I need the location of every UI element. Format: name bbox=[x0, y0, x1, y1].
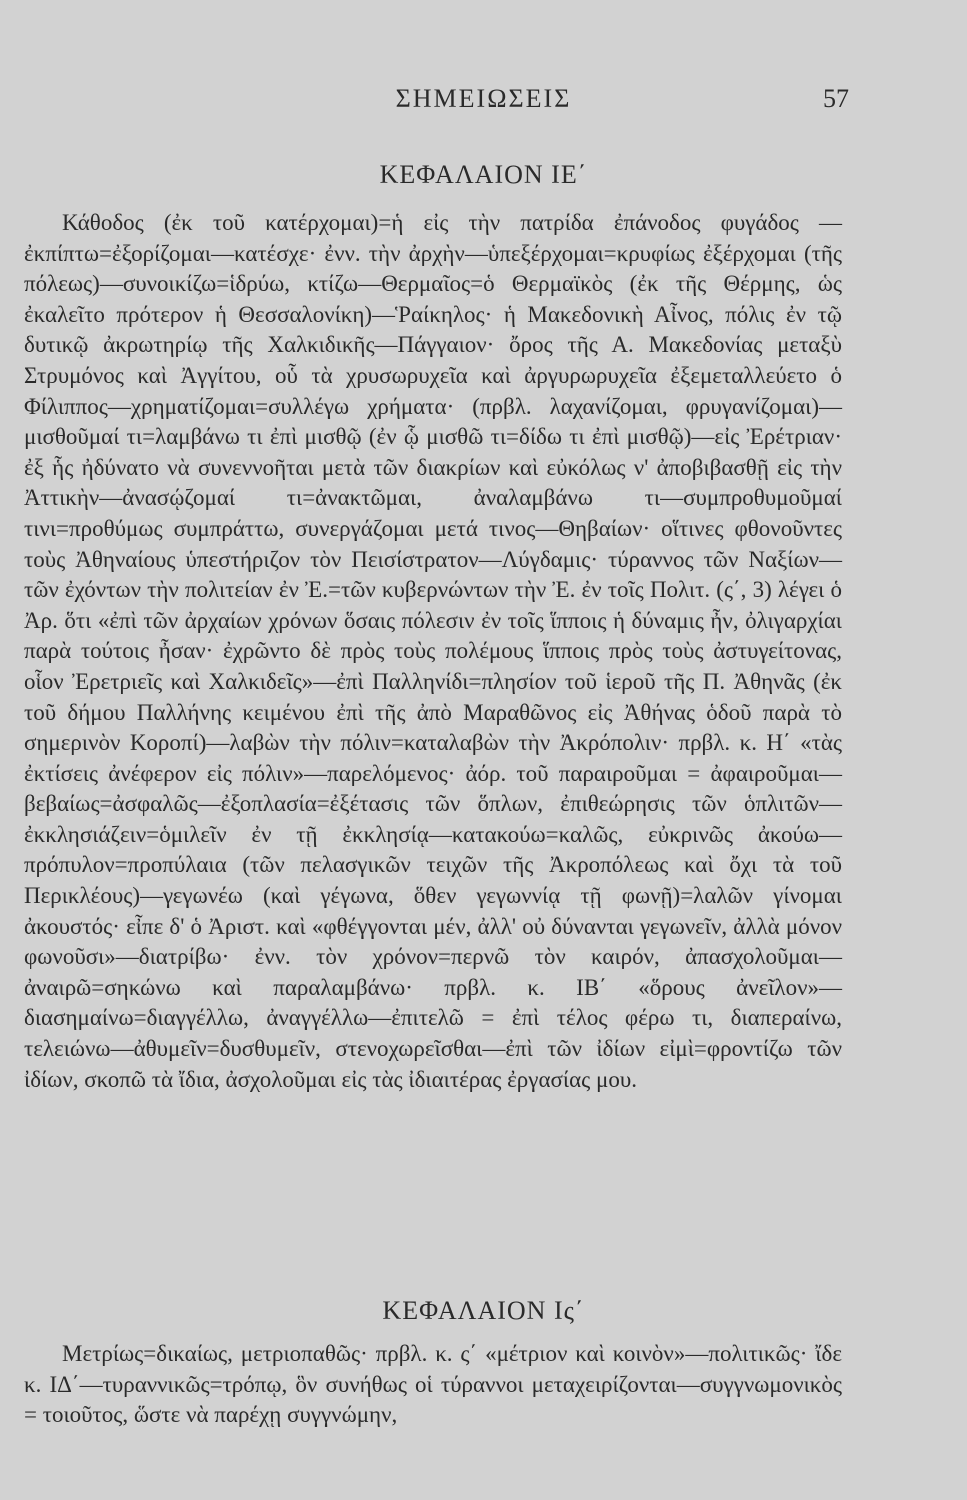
page-number: 57 bbox=[823, 84, 849, 113]
chapter-16-heading: ΚΕΦΑΛΑΙΟΝ Ις΄ bbox=[382, 1296, 585, 1325]
chapter-16-notes: Μετρίως=δικαίως, μετριοπαθῶς· πρβλ. κ. ς΄ «μέτριον καὶ κοινὸν»—πολιτικῶς· ἴδε κ. ΙΔ΄—τυραννικῶς=τρόπῳ, ὃν συνήθως οἱ τύραννοι μεταχειρίζονται—συγγνωμονικὸς = τοιοῦτος, ὥστε νὰ παρέχῃ συγγνώμην, bbox=[24, 1341, 842, 1428]
page-header bbox=[0, 84, 967, 116]
chapter-15-notes: Κάθοδος (ἐκ τοῦ κατέρχομαι)=ἡ εἰς τὴν πατρίδα ἐπάνοδος φυγάδος —ἐκπίπτω=ἐξορίζομαι—κατέσχε· ἐνν. τὴν ἀρχὴν—ὑπεξέρχομαι=κρυφίως ἐξέρχομαι (τῆς πόλεως)—συνοικίζω=ἱδρύω, κτίζω—Θερμαῖος=ὁ Θερμαϊκὸς (ἐκ τῆς Θέρμης, ὡς ἐκαλεῖτο πρότερον ἡ Θεσσαλονίκη)—Ῥαίκηλος· ἡ Μακεδονικὴ Αἶνος, πόλις ἐν τῷ δυτικῷ ἀκρωτηρίῳ τῆς Χαλκιδικῆς—Πάγγαιον· ὄρος τῆς Α. Μακεδονίας μεταξὺ Στρυμόνος καὶ Ἀγγίτου, οὗ τὰ χρυσωρυχεῖα καὶ ἀργυρωρυχεῖα ἐξεμεταλλεύετο ὁ Φίλιππος—χρηματίζομαι=συλλέγω χρήματα· (πρβλ. λαχανίζομαι, φρυγανίζομαι)—μισθοῦμαί τι=λαμβάνω τι ἐπὶ μισθῷ (ἐν ᾧ μισθῶ τι=δίδω τι ἐπὶ μισθῷ)—εἰς Ἐρέτριαν· ἐξ ἧς ἠδύνατο νὰ συνεννοῆται μετὰ τῶν διακρίων καὶ εὐκόλως ν' ἀποβιβασθῇ εἰς τὴν Ἀττικὴν—ἀνασῴζομαί τι=ἀνακτῶμαι, ἀναλαμβάνω τι—συμπροθυμοῦμαί τινι=προθύμως συμπράττω, συνεργάζομαι μετά τινος—Θηβαίων· οἵτινες φθονοῦντες τοὺς Ἀθηναίους ὑπεστήριζον τὸν Πεισίστρατον—Λύγδαμις· τύραννος τῶν Ναξίων—τῶν ἐχόντων τὴν πολιτείαν ἐν Ἐ.=τῶν κυβερνώντων τὴν Ἐ. ἐν τοῖς Πολιτ. (ς΄, 3) λέγει ὁ Ἀρ. ὅτι «ἐπὶ τῶν ἀρχαίων χρόνων ὅσαις πόλεσιν ἐν τοῖς ἵπποις ἡ δύναμις ἦν, ὀλιγαρχίαι παρὰ τούτοις ἦσαν· ἐχρῶντο δὲ πρὸς τοὺς πολέμους ἵπποις πρὸς τοὺς ἀστυγείτονας, οἷον Ἐρετριεῖς καὶ Χαλκιδεῖς»—ἐπὶ Παλληνίδι=πλησίον τοῦ ἱεροῦ τῆς Π. Ἀθηνᾶς (ἐκ τοῦ δήμου Παλλήνης κειμένου ἐπὶ τῆς ἀπὸ Μαραθῶνος εἰς Ἀθήνας ὁδοῦ παρὰ τὸ σημερινὸν Κοροπί)—λαβὼν τὴν πόλιν=καταλαβὼν τὴν Ἀκρόπολιν· πρβλ. κ. Η΄ «τὰς ἐκτίσεις ἀνέφερον εἰς πόλιν»—παρελόμενος· ἀόρ. τοῦ παραιροῦμαι = ἀφαιροῦμαι—βεβαίως=ἀσφαλῶς—ἐξοπλασία=ἐξέτασις τῶν ὅπλων, ἐπιθεώρησις τῶν ὁπλιτῶν—ἐκκλησιάζειν=ὁμιλεῖν ἐν τῇ ἐκκλησίᾳ—κατακούω=καλῶς, εὐκρινῶς ἀκούω—πρόπυλον=προπύλαια (τῶν πελασγικῶν τειχῶν τῆς Ἀκροπόλεως καὶ ὄχι τὰ τοῦ Περικλέους)—γεγωνέω (καὶ γέγωνα, ὅθεν γεγωννίᾳ τῇ φωνῇ)=λαλῶν γίνομαι ἀκουστός· εἶπε δ' ὁ Ἀριστ. καὶ «φθέγγονται μέν, ἀλλ' οὐ δύνανται γεγωνεῖν, ἀλλὰ μόνον φωνοῦσι»—διατρίβω· ἐνν. τὸν χρόνον=περνῶ τὸν καιρόν, ἀπασχολοῦμαι—ἀναιρῶ=σηκώνω καὶ παραλαμβάνω· πρβλ. κ. ΙΒ΄ «ὅρους ἀνεῖλον»—διασημαίνω=διαγγέλλω, ἀναγγέλλω—ἐπιτελῶ = ἐπὶ τέλος φέρω τι, διαπεραίνω, τελειώνω—ἀθυμεῖν=δυσθυμεῖν, στενοχωρεῖσθαι—ἐπὶ τῶν ἰδίων εἰμὶ=φροντίζω τῶν ἰδίων, σκοπῶ τὰ ἴδια, ἀσχολοῦμαι εἰς τὰς ἰδιαιτέρας ἐργασίας μου. bbox=[24, 210, 842, 1092]
chapter-15-heading: ΚΕΦΑΛΑΙΟΝ ΙΕ΄ bbox=[379, 160, 588, 189]
running-head: ΣΗΜΕΙΩΣΕΙΣ bbox=[395, 84, 572, 113]
